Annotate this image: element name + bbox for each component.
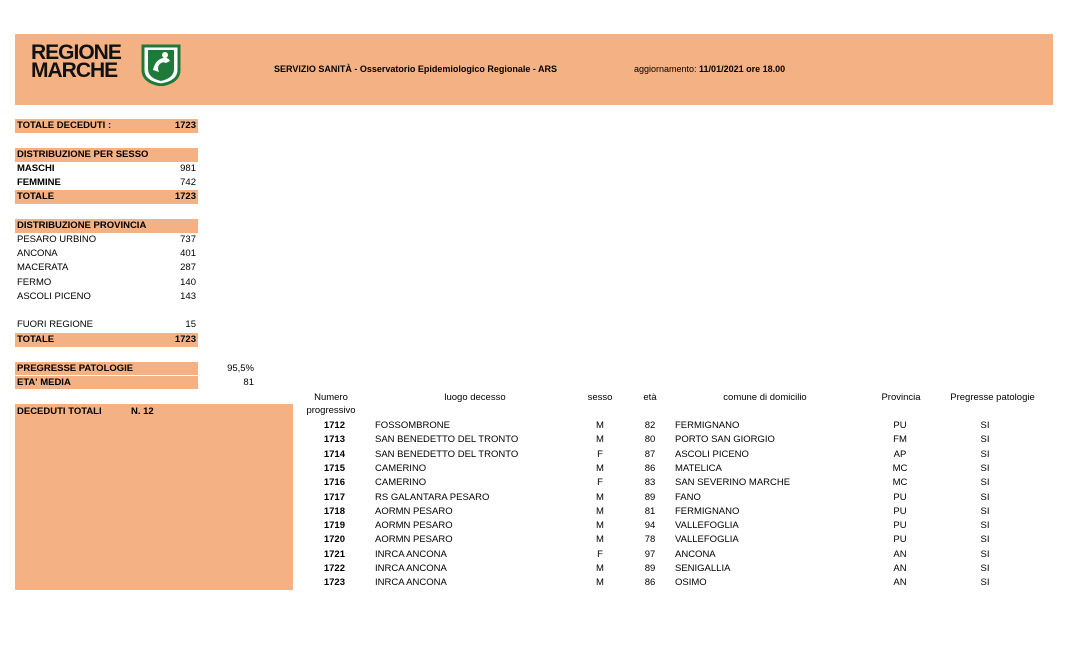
totale-deceduti-row	[15, 119, 198, 133]
cell-eta: 80	[644, 434, 656, 446]
provincia-total-label: TOTALE	[17, 334, 55, 345]
sesso-section-title	[15, 148, 198, 162]
sesso-row	[15, 162, 198, 176]
cell-provincia: MC	[892, 477, 908, 489]
cell-sesso: F	[597, 548, 603, 560]
cell-luogo: FOSSOMBRONE	[375, 420, 450, 431]
col-header-luogo: luogo decesso	[444, 392, 506, 403]
cell-eta: 83	[644, 477, 656, 489]
provincia-total-value: 1723	[174, 334, 196, 345]
cell-patologie: SI	[980, 534, 990, 546]
col-header-eta: età	[643, 392, 657, 403]
provincia-title: DISTRIBUZIONE PROVINCIA	[17, 220, 147, 231]
cell-luogo: CAMERINO	[375, 462, 427, 474]
table-row	[300, 476, 1060, 490]
cell-comune: FANO	[675, 491, 701, 503]
cell-sesso: M	[596, 462, 604, 474]
cell-eta: 81	[644, 505, 656, 517]
cell-eta: 87	[644, 448, 656, 460]
cell-sesso: M	[596, 577, 604, 589]
cell-patologie: SI	[980, 577, 990, 589]
cell-luogo: RS GALANTARA PESARO	[375, 491, 490, 503]
service-title: SERVIZIO SANITÀ - Osservatorio Epidemiologico Regionale - ARS	[274, 64, 558, 74]
cell-luogo: INRCA ANCONA	[375, 563, 447, 574]
col-header-comune: comune di domicilio	[723, 392, 807, 403]
provincia-total-row	[15, 333, 198, 347]
cell-numero: 1713	[323, 434, 345, 446]
cell-luogo: AORMN PESARO	[375, 520, 453, 532]
cell-comune: VALLEFOGLIA	[675, 534, 739, 546]
cell-luogo: SAN BENEDETTO DEL TRONTO	[375, 434, 519, 446]
cell-luogo: CAMERINO	[375, 477, 427, 489]
cell-comune: ANCONA	[675, 548, 716, 560]
sesso-row-value: 742	[180, 177, 196, 188]
cell-patologie: SI	[980, 462, 990, 474]
sesso-row-label: FEMMINE	[17, 177, 61, 188]
cell-numero: 1722	[323, 563, 345, 574]
cell-luogo: AORMN PESARO	[375, 505, 453, 517]
cell-luogo: INRCA ANCONA	[375, 548, 447, 560]
cell-patologie: SI	[980, 520, 990, 532]
provincia-row-value: 287	[180, 262, 196, 273]
cell-sesso: M	[596, 520, 604, 532]
provincia-row	[15, 261, 198, 275]
cell-comune: OSIMO	[675, 577, 707, 589]
cell-numero: 1720	[323, 534, 345, 546]
cell-numero: 1715	[323, 462, 345, 474]
table-row	[300, 548, 1060, 562]
cell-eta: 97	[644, 548, 656, 560]
provincia-row-value: 140	[180, 277, 196, 288]
cell-provincia: AN	[893, 563, 907, 574]
cell-comune: MATELICA	[675, 462, 722, 474]
update-timestamp	[634, 64, 785, 74]
eta-media-label: ETA' MEDIA	[17, 377, 71, 388]
cell-numero: 1723	[323, 577, 345, 589]
cell-provincia: MC	[892, 462, 908, 474]
deceduti-totali-box	[15, 404, 293, 590]
cell-numero: 1714	[323, 448, 345, 460]
provincia-row-label: FERMO	[17, 277, 52, 288]
cell-luogo: INRCA ANCONA	[375, 577, 447, 589]
table-row	[300, 419, 1060, 433]
provincia-row-value: 401	[180, 248, 196, 259]
cell-provincia: AN	[893, 577, 907, 589]
update-value: 11/01/2021 ore 18.00	[699, 64, 786, 74]
cell-comune: SAN SEVERINO MARCHE	[675, 477, 791, 489]
regional-emblem-icon	[141, 44, 181, 86]
sesso-row	[15, 176, 198, 190]
cell-comune: FERMIGNANO	[675, 505, 740, 517]
cell-patologie: SI	[980, 434, 990, 446]
col-header-numero-line1: Numero	[314, 392, 348, 403]
provincia-row	[15, 290, 198, 304]
cell-numero: 1718	[323, 505, 345, 517]
patologie-label: PREGRESSE PATOLOGIE	[17, 363, 134, 374]
cell-patologie: SI	[980, 548, 990, 560]
deceduti-totali-label: DECEDUTI TOTALI	[17, 406, 102, 417]
cell-sesso: M	[596, 563, 604, 574]
patologie-value: 95,5%	[227, 363, 254, 374]
provincia-row	[15, 276, 198, 290]
totale-deceduti-label: TOTALE DECEDUTI :	[17, 120, 112, 131]
provincia-row-value: 737	[180, 234, 196, 245]
deceduti-totali-count: N. 12	[131, 406, 154, 417]
eta-media-row	[15, 376, 198, 389]
cell-sesso: M	[596, 420, 604, 431]
cell-numero: 1721	[323, 548, 345, 560]
cell-provincia: AP	[893, 448, 907, 460]
eta-media-value: 81	[243, 377, 254, 388]
cell-provincia: PU	[893, 420, 907, 431]
col-header-provincia: Provincia	[881, 392, 921, 403]
sesso-row-label: MASCHI	[17, 163, 55, 174]
regione-marche-logo	[31, 43, 171, 91]
fuori-regione-value: 15	[185, 319, 196, 330]
table-row	[300, 562, 1060, 576]
cell-sesso: M	[596, 505, 604, 517]
cell-eta: 78	[644, 534, 656, 546]
table-row	[300, 519, 1060, 533]
cell-numero: 1719	[323, 520, 345, 532]
cell-provincia: FM	[893, 434, 907, 446]
sesso-title: DISTRIBUZIONE PER SESSO	[17, 149, 149, 160]
cell-numero: 1712	[323, 420, 345, 431]
cell-patologie: SI	[980, 448, 990, 460]
cell-provincia: PU	[893, 505, 907, 517]
cell-comune: FERMIGNANO	[675, 420, 740, 431]
cell-luogo: AORMN PESARO	[375, 534, 453, 546]
sesso-total-label: TOTALE	[17, 191, 55, 202]
cell-eta: 82	[644, 420, 656, 431]
cell-eta: 89	[644, 491, 656, 503]
sesso-row-value: 981	[180, 163, 196, 174]
provincia-row-label: ANCONA	[17, 248, 58, 259]
patologie-row	[15, 362, 198, 375]
cell-sesso: M	[596, 534, 604, 546]
logo-line-2: MARCHE	[31, 59, 118, 82]
cell-eta: 86	[644, 577, 656, 589]
col-header-patologie: Pregresse patologie	[950, 392, 1035, 403]
cell-eta: 86	[644, 462, 656, 474]
cell-provincia: PU	[893, 491, 907, 503]
cell-provincia: PU	[893, 520, 907, 532]
cell-provincia: PU	[893, 534, 907, 546]
cell-eta: 94	[644, 520, 656, 532]
cell-sesso: M	[596, 434, 604, 446]
provincia-section-title	[15, 219, 198, 233]
cell-numero: 1716	[323, 477, 345, 489]
cell-patologie: SI	[980, 563, 990, 574]
sesso-total-value: 1723	[174, 191, 196, 202]
provincia-row-label: ASCOLI PICENO	[17, 291, 91, 302]
cell-provincia: AN	[893, 548, 907, 560]
totale-deceduti-value: 1723	[174, 120, 196, 131]
update-label: aggiornamento:	[634, 64, 700, 74]
cell-eta: 89	[644, 563, 656, 574]
table-row	[300, 533, 1060, 547]
cell-comune: VALLEFOGLIA	[675, 520, 739, 532]
cell-patologie: SI	[980, 420, 990, 431]
cell-patologie: SI	[980, 491, 990, 503]
table-row	[300, 462, 1060, 476]
cell-sesso: F	[597, 477, 603, 489]
table-row	[300, 448, 1060, 462]
fuori-regione-label: FUORI REGIONE	[17, 319, 94, 330]
cell-patologie: SI	[980, 477, 990, 489]
logo-text	[31, 41, 121, 82]
cell-numero: 1717	[323, 491, 345, 503]
cell-sesso: M	[596, 491, 604, 503]
provincia-row	[15, 247, 198, 261]
cell-luogo: SAN BENEDETTO DEL TRONTO	[375, 448, 519, 460]
cell-comune: PORTO SAN GIORGIO	[675, 434, 775, 446]
sesso-total-row	[15, 190, 198, 204]
col-header-sesso: sesso	[587, 392, 613, 403]
table-row	[300, 491, 1060, 505]
col-header-numero-line2: progressivo	[306, 405, 356, 416]
fuori-regione-row	[15, 318, 198, 332]
cell-patologie: SI	[980, 505, 990, 517]
table-row	[300, 576, 1060, 590]
table-row	[300, 505, 1060, 519]
provincia-row	[15, 233, 198, 247]
cell-comune: ASCOLI PICENO	[675, 448, 749, 460]
table-row	[300, 433, 1060, 447]
provincia-row-value: 143	[180, 291, 196, 302]
col-header-numero	[300, 391, 362, 417]
report-header	[15, 34, 1053, 105]
cell-comune: SENIGALLIA	[675, 563, 731, 574]
logo-line-1: REGIONE	[31, 41, 121, 64]
provincia-row-label: PESARO URBINO	[17, 234, 97, 245]
provincia-row-label: MACERATA	[17, 262, 69, 273]
cell-sesso: F	[597, 448, 603, 460]
